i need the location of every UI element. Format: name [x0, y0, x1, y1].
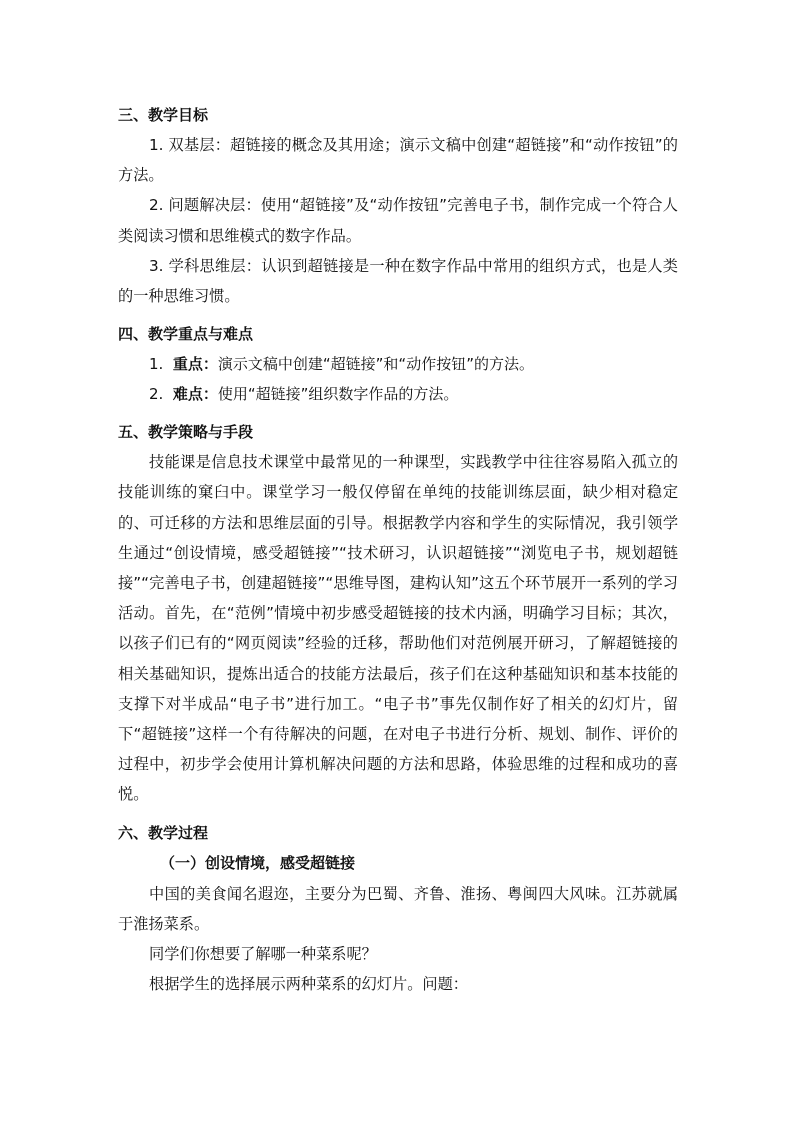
process-paragraph-1: 中国的美食闻名遐迩，主要分为巴蜀、齐鲁、淮扬、粤闽四大风味。江苏就属于淮扬菜系。 [118, 884, 678, 933]
key-point-text-1: 演示文稿中创建“超链接”和“动作按钮”的方法。 [217, 355, 534, 374]
section-heading-strategy: 五、教学策略与手段 [118, 423, 254, 442]
key-point-item-1 [118, 349, 678, 379]
process-paragraph-3: 根据学生的选择展示两种菜系的幻灯片。问题： [149, 975, 468, 994]
key-point-item-2 [118, 379, 678, 409]
section-heading-process: 六、教学过程 [118, 823, 209, 842]
strategy-paragraph: 技能课是信息技术课堂中最常见的一种课型，实践教学中往往容易陷入孤立的技能训练的窠臼中。课堂学习一般仅停留在单纯的技能训练层面，缺少相对稳定的、可迁移的方法和思维层面的引导。根据教学内容和学生的实际情况，我引领学生通过“创设情境，感受超链接”“技术研习，认识超链接”“浏览电子书，规划超链接”“完善电子书，创建超链接”“思维导图，建构认知”这五个环节展开一系列的学习活动。首先，在“范例”情境中初步感受超链接的技术内涵，明确学习目标；其次，以孩子们已有的“网页阅读”经验的迁移，帮助他们对范例展开研习，了解超链接的相关基础知识，提炼出适合的技能方法最后，孩子们在这种基础知识和基本技能的支撑下对半成品“电子书”进行加工。“电子书”事先仅制作好了相关的幻灯片，留下“超链接”这样一个有待解决的问题，在对电子书进行分析、规划、制作、评价的过程中，初步学会使用计算机解决问题的方法和思路，体验思维的过程和成功的喜悦。 [118, 453, 678, 804]
key-point-number-2: 2. [149, 385, 164, 404]
key-point-number-1: 1. [149, 355, 164, 374]
key-point-text-2: 使用“超链接”组织数字作品的方法。 [217, 385, 459, 404]
process-paragraph-2: 同学们你想要了解哪一种菜系呢？ [149, 945, 377, 964]
goal-paragraph-3: 3. 学科思维层：认识到超链接是一种在数字作品中常用的组织方式，也是人类的一种思维习惯。 [118, 256, 678, 306]
key-point-label-2: 难点： [172, 385, 218, 404]
document-page [118, 100, 678, 999]
subsection-heading-1: （一）创设情境，感受超链接 [160, 853, 356, 872]
section-heading-key-points: 四、教学重点与难点 [118, 325, 254, 344]
goal-paragraph-2: 2. 问题解决层：使用“超链接”及“动作按钮”完善电子书，制作完成一个符合人类阅读习惯和思维模式的数字作品。 [118, 196, 678, 245]
goal-paragraph-1: 1. 双基层：超链接的概念及其用途；演示文稿中创建“超链接”和“动作按钮”的方法。 [118, 136, 678, 185]
section-heading-teaching-goals: 三、教学目标 [118, 106, 209, 124]
key-point-label-1: 重点： [172, 355, 218, 374]
